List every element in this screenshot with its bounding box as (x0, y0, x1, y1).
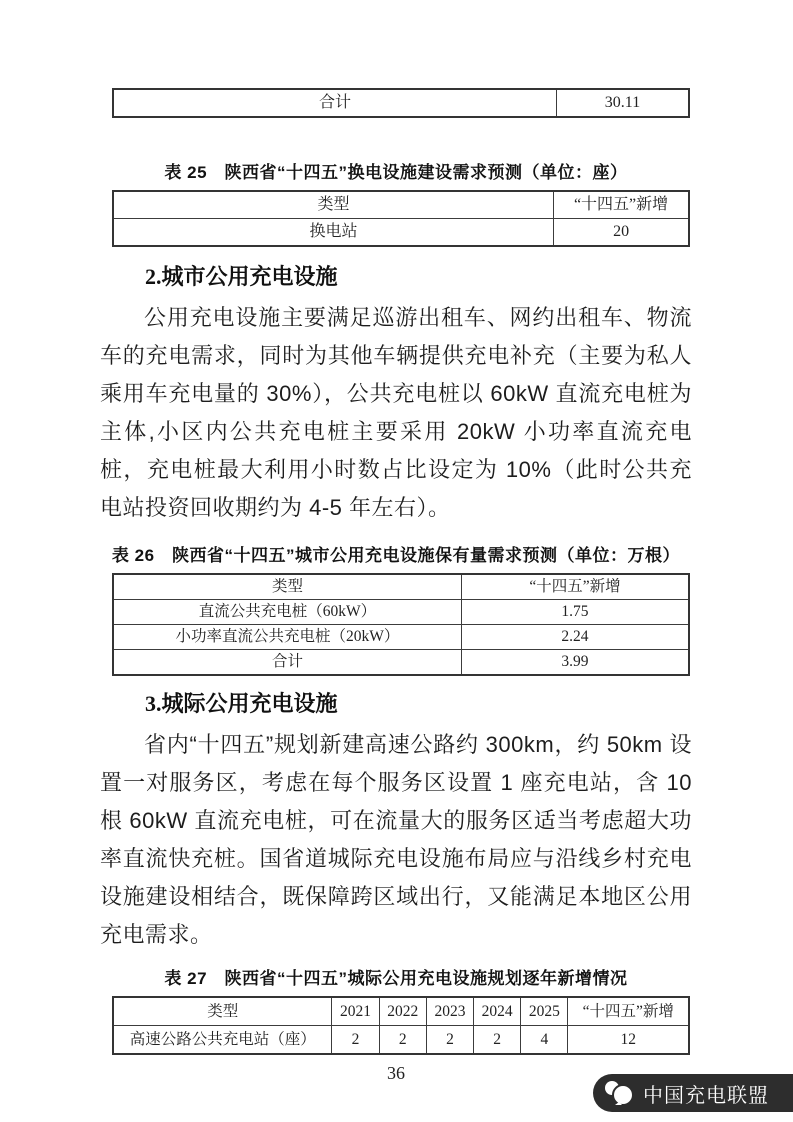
watermark-label: 中国充电联盟 (643, 1084, 769, 1107)
table-header-cell: 类型 (113, 997, 332, 1026)
table-cell: 2 (332, 1026, 379, 1055)
table-row (113, 600, 689, 625)
table-header-cell: “十四五”新增 (554, 191, 689, 219)
table-header-row (113, 574, 689, 600)
table-row (113, 219, 689, 247)
table-cell: 高速公路公共充电站（座） (113, 1026, 332, 1055)
section-3-paragraph: 省内“十四五”规划新建高速公路约 300km，约 50km 设置一对服务区，考虑在每个服务区设置 1 座充电站，含 10 根 60kW 直流充电桩，可在流量大的服务区适当考虑超大功率直流快充桩。国省道城际充电设施布局应与沿线乡村充电设施建设相结合，既保障跨区域出行，又能满足本地区公用充电需求。 (100, 732, 692, 947)
table-header-cell: 2025 (521, 997, 568, 1026)
table-cell: 直流公共充电桩（60kW） (113, 600, 461, 625)
table-header-row (113, 997, 689, 1026)
table-row (113, 1026, 689, 1055)
table-header-cell: 2022 (379, 997, 426, 1026)
table-cell: 1.75 (461, 600, 689, 625)
section-heading-2: 2.城市公用充电设施 (145, 264, 338, 289)
table-header-cell: “十四五”新增 (461, 574, 689, 600)
table-cell: 3.99 (461, 650, 689, 676)
table-row (113, 89, 689, 117)
table-row (113, 650, 689, 676)
table27-title: 表 27 陕西省“十四五”城际公用充电设施规划逐年新增情况 (164, 969, 628, 988)
table26-title: 表 26 陕西省“十四五”城市公用充电设施保有量需求预测（单位：万根） (111, 546, 681, 565)
table-cell: 2.24 (461, 625, 689, 650)
table-header-row (113, 191, 689, 219)
table-cell: 2 (474, 1026, 521, 1055)
table25 (112, 190, 690, 247)
table-cell: 换电站 (113, 219, 554, 247)
table-header-cell: 2021 (332, 997, 379, 1026)
charging-alliance-logo-icon (603, 1079, 635, 1107)
table25-title: 表 25 陕西省“十四五”换电设施建设需求预测（单位：座） (164, 163, 628, 182)
watermark-badge (593, 1074, 793, 1112)
table27 (112, 996, 690, 1055)
table-header-cell: “十四五”新增 (568, 997, 689, 1026)
table-header-cell: 2023 (426, 997, 473, 1026)
page-number: 36 (387, 1063, 405, 1083)
table-row (113, 625, 689, 650)
table-cell: 2 (379, 1026, 426, 1055)
section-heading-3: 3.城际公用充电设施 (145, 691, 338, 716)
table-cell: 30.11 (557, 89, 689, 117)
table-cell: 合计 (113, 89, 557, 117)
table-cell: 合计 (113, 650, 461, 676)
table-header-cell: 类型 (113, 191, 554, 219)
table-cell: 4 (521, 1026, 568, 1055)
table26 (112, 573, 690, 676)
table-cell: 小功率直流公共充电桩（20kW） (113, 625, 461, 650)
section-2-paragraph: 公用充电设施主要满足巡游出租车、网约出租车、物流车的充电需求，同时为其他车辆提供充电补充（主要为私人乘用车充电量的 30%），公共充电桩以 60kW 直流充电桩为主体,小区内公共充电桩主要采用 20kW 小功率直流充电桩，充电桩最大利用小时数占比设定为 10%（此时公共充电站投资回收期约为 4-5 年左右）。 (100, 305, 692, 520)
table-header-cell: 2024 (474, 997, 521, 1026)
table-cell: 20 (554, 219, 689, 247)
table-total-continuation (112, 88, 690, 118)
table-header-cell: 类型 (113, 574, 461, 600)
table-cell: 12 (568, 1026, 689, 1055)
table-cell: 2 (426, 1026, 473, 1055)
